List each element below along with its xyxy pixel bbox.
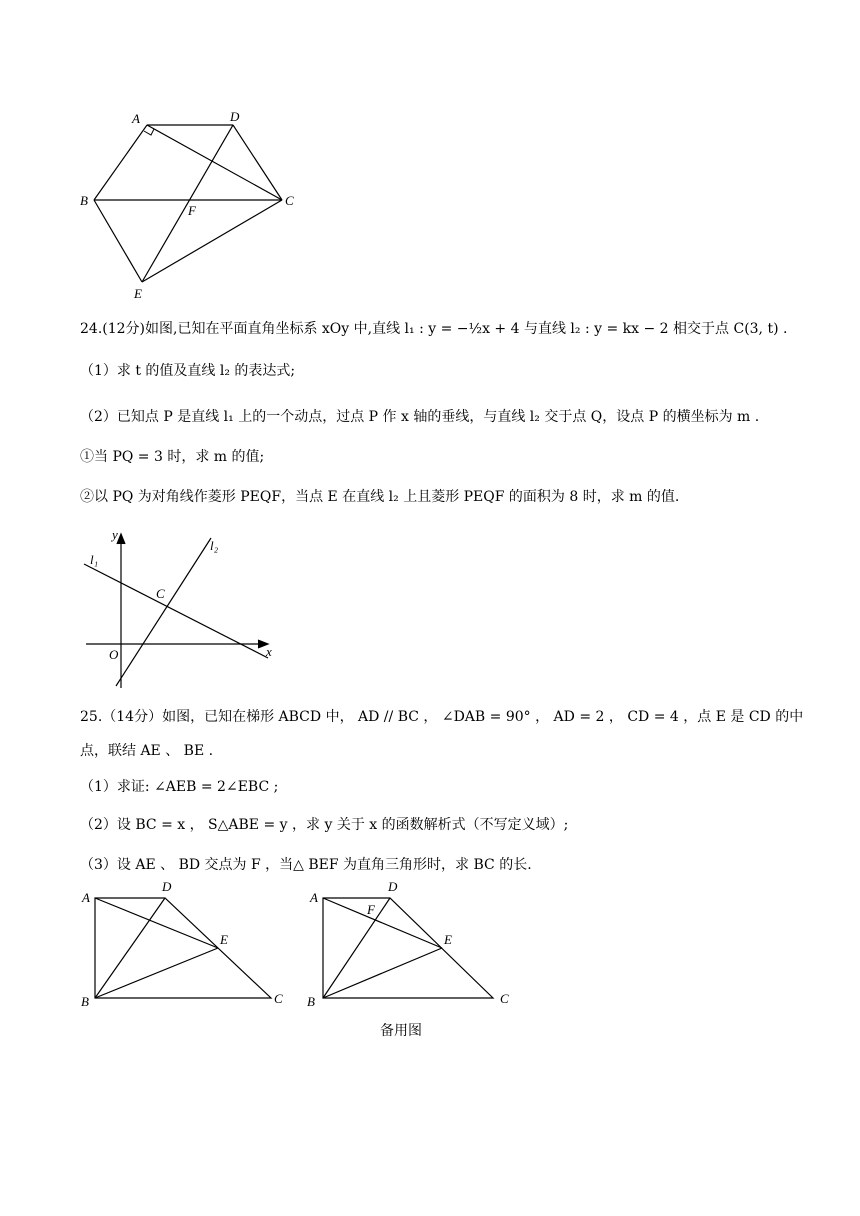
spare-figure-caption: 备用图 [380, 1023, 422, 1039]
axis-y: y [112, 527, 118, 542]
q25-header-cont: 点，联结 AE 、 BE . [80, 743, 214, 759]
label-E: E [134, 286, 142, 301]
q24-part1: （1）求 t 的值及直线 l₂ 的表达式; [80, 363, 296, 379]
label-C: C [285, 193, 294, 208]
point-C: C [156, 586, 165, 601]
origin-O: O [109, 647, 119, 662]
spare-B: B [307, 994, 315, 1009]
q25-part2: （2）设 BC = x ， S△ABE = y ，求 y 关于 x 的函数解析式（不写定义域）; [80, 817, 569, 833]
spare-D: D [388, 879, 398, 894]
q25-part1: （1）求证: ∠AEB = 2∠EBC ; [80, 779, 279, 795]
spare-C: C [500, 991, 509, 1006]
trap-E: E [220, 932, 228, 947]
label-A: A [132, 111, 140, 126]
label-D: D [230, 109, 240, 124]
figure-coordinate-lines [76, 526, 286, 694]
q24-part2a: ①当 PQ = 3 时，求 m 的值; [80, 449, 265, 465]
line-l2: l₂ [210, 538, 219, 553]
spare-A: A [310, 890, 318, 905]
label-F: F [188, 203, 196, 218]
trap-D: D [162, 879, 172, 894]
q24-header: 24.(12分)如图,已知在平面直角坐标系 xOy 中,直线 l₁ : y = −½x + 4 与直线 l₂ : y = kx − 2 相交于点 C(3, t) . [80, 321, 788, 337]
spare-E: E [444, 932, 452, 947]
figure-trapezoid-spare [302, 876, 522, 1016]
trap-A: A [82, 890, 90, 905]
label-B: B [80, 193, 88, 208]
q24-part2b: ②以 PQ 为对角线作菱形 PEQF，当点 E 在直线 l₂ 上且菱形 PEQF 的面积为 8 时，求 m 的值. [80, 489, 680, 505]
trap-C: C [274, 991, 283, 1006]
figure-quadrilateral-abdce [70, 100, 320, 305]
spare-F: F [367, 902, 375, 917]
q25-part3: （3）设 AE 、 BD 交点为 F ，当△ BEF 为直角三角形时，求 BC 的长. [80, 857, 532, 873]
trap-B: B [81, 994, 89, 1009]
line-l1: l₁ [90, 552, 99, 567]
q25-header: 25.（14分）如图，已知在梯形 ABCD 中， AD // BC ， ∠DAB = 90° ， AD = 2 ， CD = 4 ，点 E 是 CD 的中 [80, 709, 804, 725]
axis-x: x [266, 644, 272, 659]
figure-trapezoid-main [76, 876, 296, 1016]
q24-part2: （2）已知点 P 是直线 l₁ 上的一个动点，过点 P 作 x 轴的垂线，与直线 l₂ 交于点 Q，设点 P 的横坐标为 m . [80, 409, 760, 425]
